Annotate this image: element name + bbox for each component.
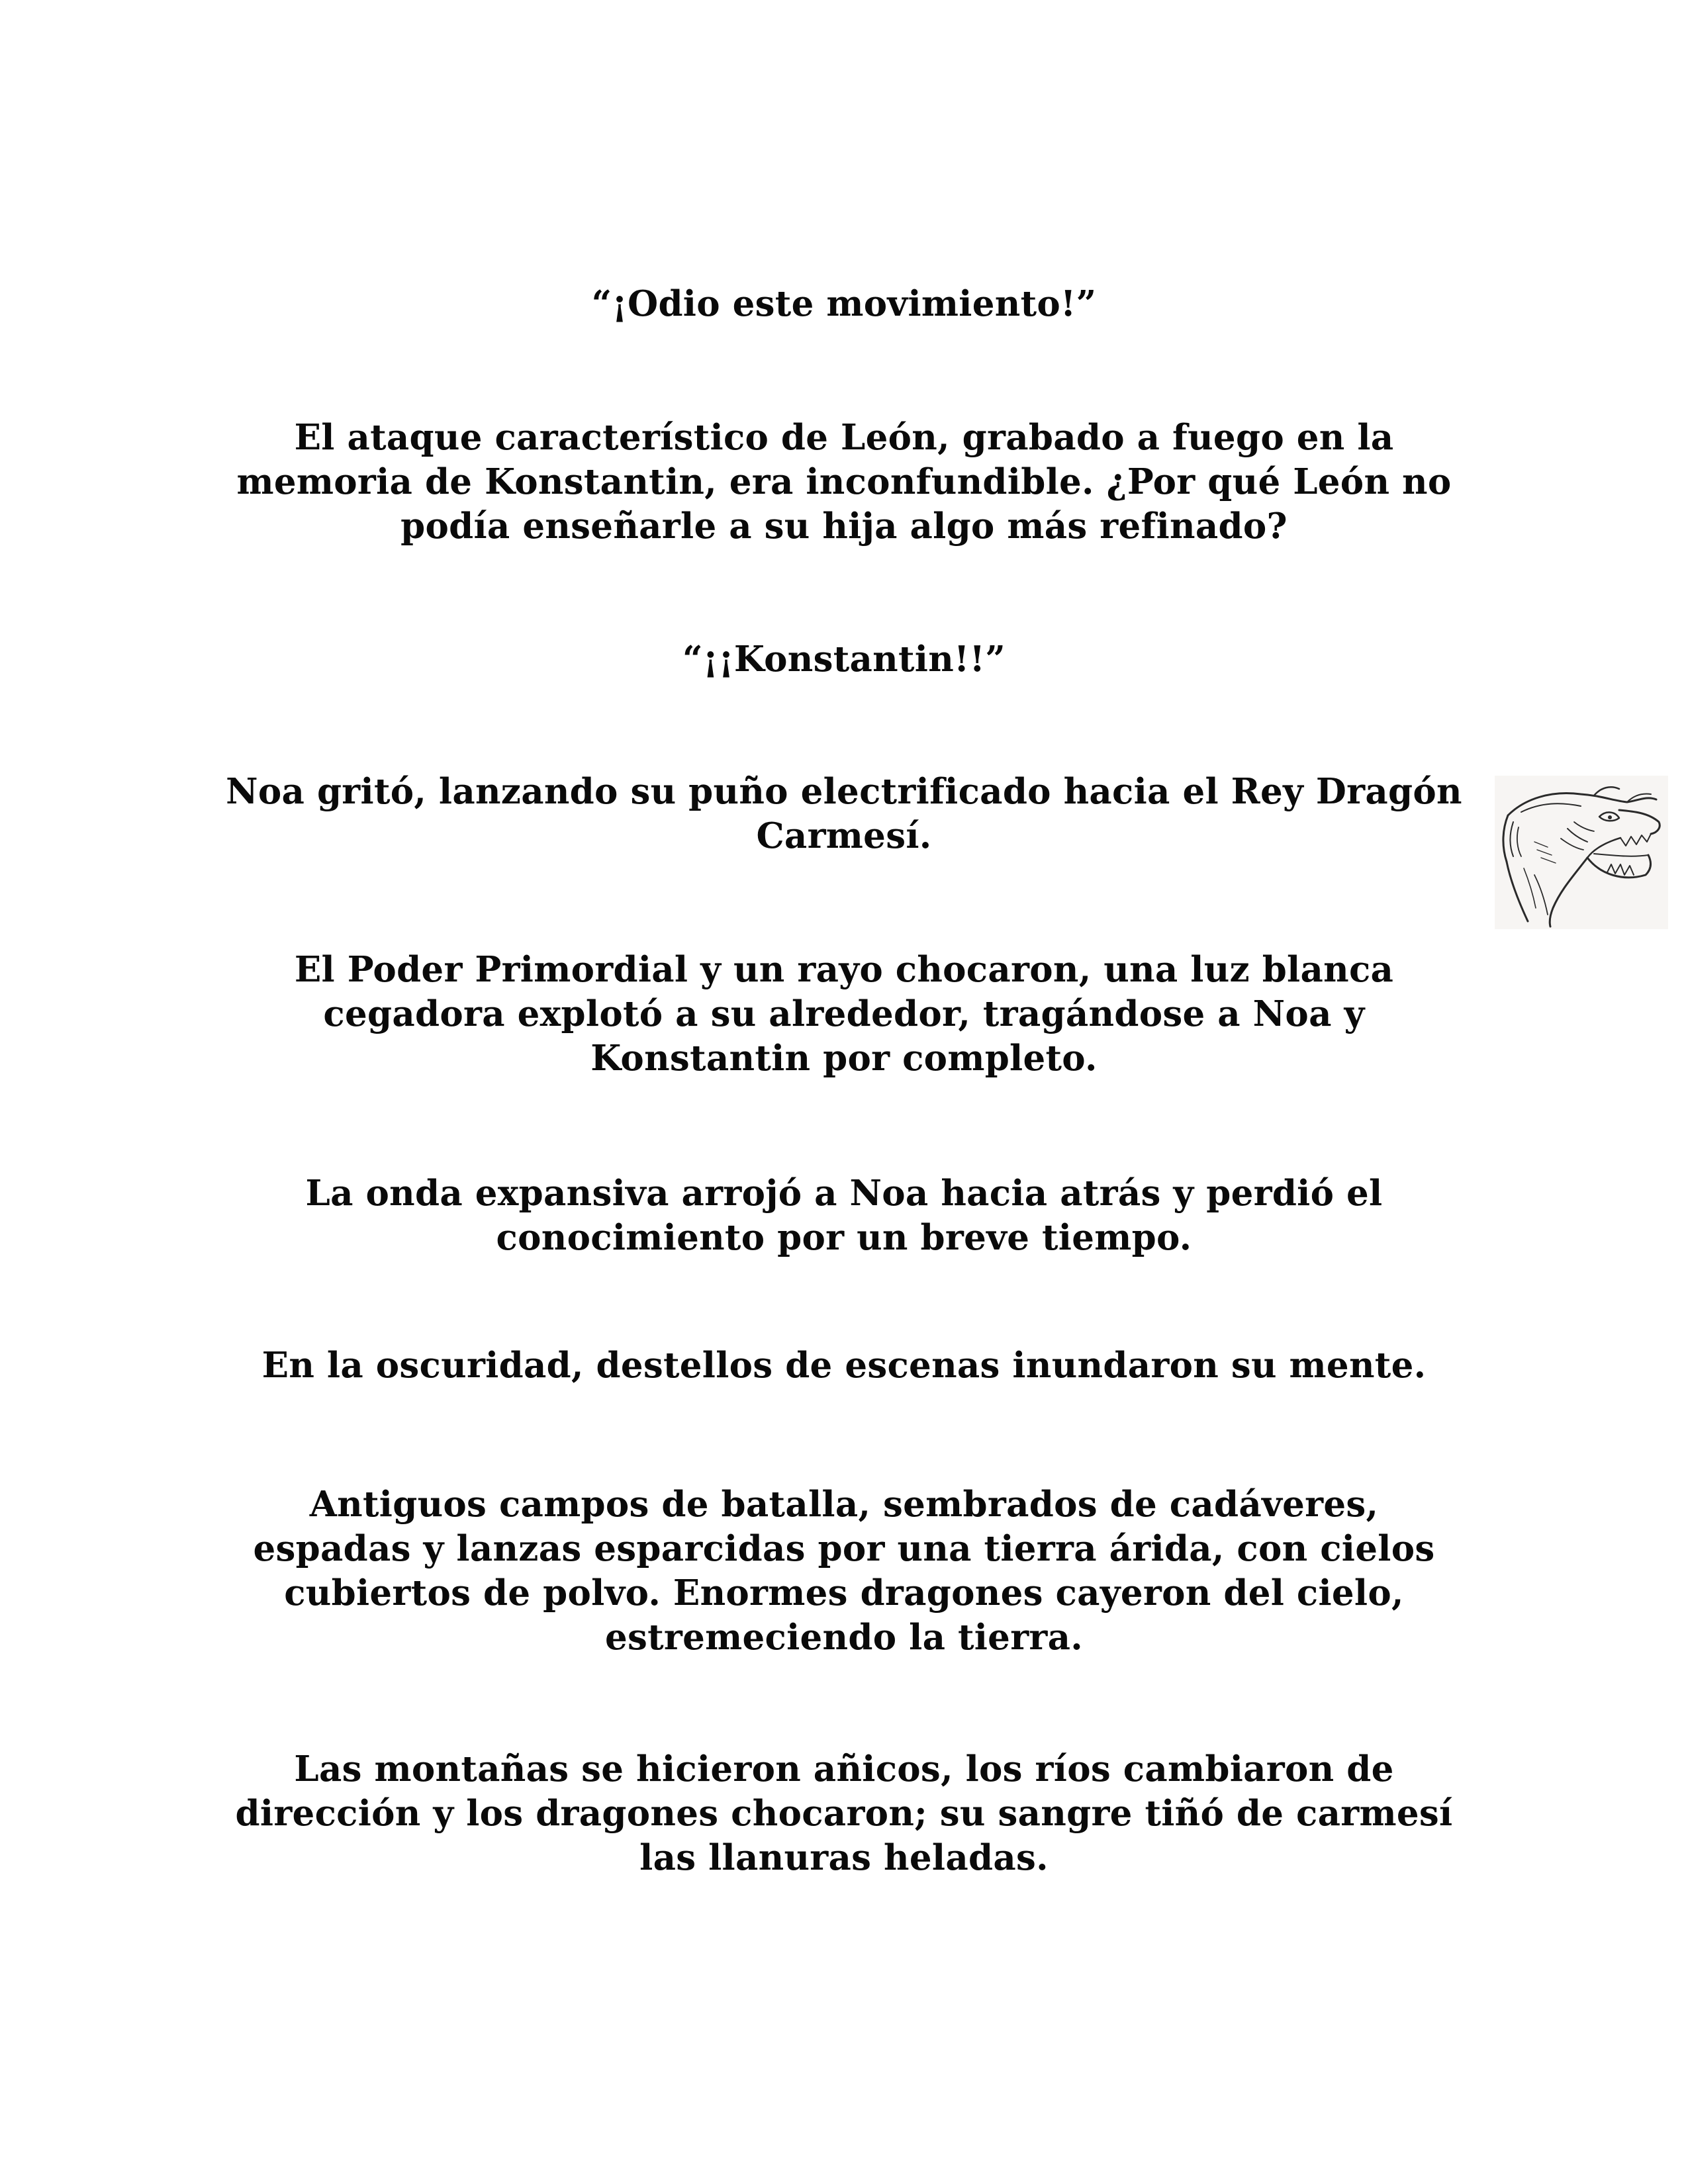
paragraph-1: “¡Odio este movimiento!” — [591, 283, 1097, 324]
paragraph-4: Noa gritó, lanzando su puño electrificado hacia el Rey Dragón Carmesí. — [226, 771, 1462, 856]
paragraph-7: En la oscuridad, destellos de escenas inundaron su mente. — [261, 1345, 1427, 1386]
paragraph-9: Las montañas se hicieron añicos, los ríos cambiaron de dirección y los dragones chocaron; su sangre tiñó de carmesí las llanuras heladas. — [235, 1749, 1453, 1878]
paragraph-6: La onda expansiva arrojó a Noa hacia atrás y perdió el conocimiento por un breve tiempo. — [305, 1173, 1383, 1258]
dragon-sketch-icon — [1495, 776, 1668, 929]
paragraph-3: “¡¡Konstantin!!” — [682, 639, 1006, 680]
paragraph-5: El Poder Primordial y un rayo chocaron, una luz blanca cegadora explotó a su alrededor, tragándose a Noa y Konstantin por completo. — [294, 949, 1394, 1079]
paragraph-8: Antiguos campos de batalla, sembrados de cadáveres, espadas y lanzas esparcidas por una tierra árida, con cielos cubiertos de polvo. Enormes dragones cayeron del cielo, estremeciendo la tierra. — [253, 1484, 1435, 1658]
paragraph-2: El ataque característico de León, grabado a fuego en la memoria de Konstantin, era inconfundible. ¿Por qué León no podía enseñarle a su hija algo más refinado? — [236, 417, 1452, 547]
